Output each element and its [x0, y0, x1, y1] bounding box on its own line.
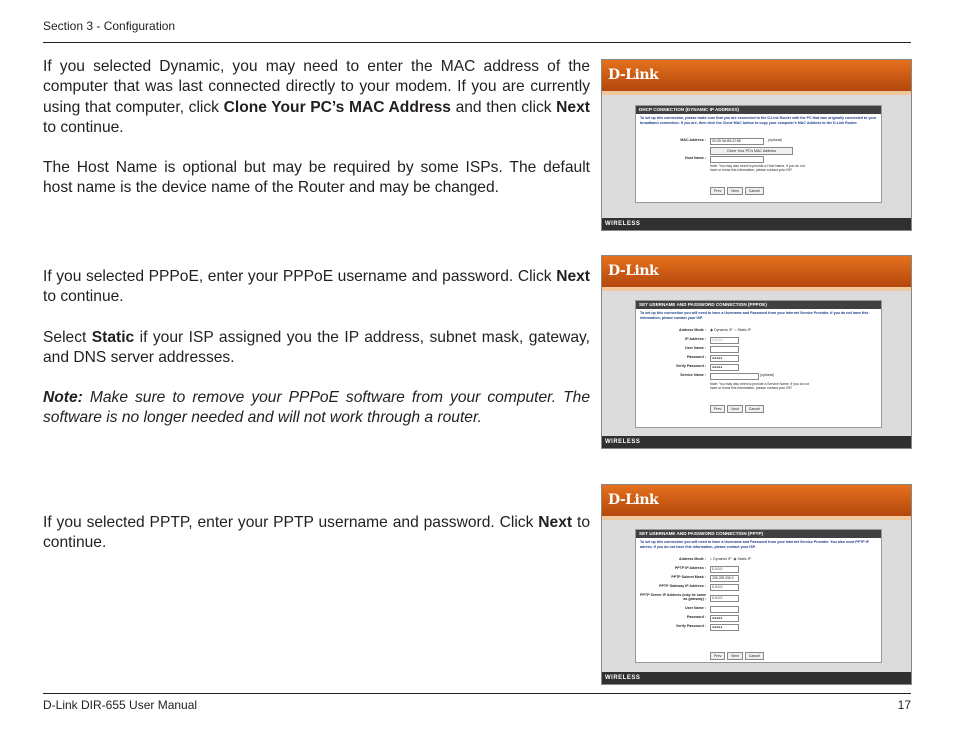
- user-name-field[interactable]: [710, 606, 739, 613]
- pptp-server-field[interactable]: 0.0.0.0: [710, 595, 739, 602]
- pppoe-note: Note: Make sure to remove your PPPoE software from your computer. The software is no longer needed and will not work through a router.: [43, 389, 590, 427]
- pptp-paragraph-1: If you selected PPTP, enter your PPTP username and password. Click Next to continue.: [43, 514, 590, 552]
- next-button[interactable]: Next: [727, 405, 742, 413]
- address-mode-radios[interactable]: ○ Dynamic IP ◉ Static IP: [710, 557, 752, 561]
- wireless-footer: WIRELESS: [602, 218, 911, 230]
- password-field[interactable]: ●●●●●: [710, 355, 739, 362]
- pptp-screenshot: [601, 484, 912, 685]
- host-name-field[interactable]: [710, 156, 764, 163]
- dynamic-paragraph-1: If you selected Dynamic, you may need to enter the MAC address of the computer that was last connected directly to your modem. If you are currently using that computer, click Clone Your PC’s MAC Address and then click Next to continue.: [43, 58, 590, 136]
- dhcp-panel: DHCP CONNECTION (DYNAMIC IP ADDRESS) To set up this connection, please make sure that you are connected to the D-Link Router with the PC that was originally connected to your broadband connection. If you are, then click the Clone MAC button to copy your computer's MAC Address to the D-Link Router. MAC Address : 00:0D:9A:B5:22:88 (optional) Clone Your PC's MAC Address Host Name : Note: You may also need to provide a Host Name. If you do not have or know this information, please contact your ISP. Prev Next Cancel: [635, 105, 882, 203]
- next-button[interactable]: Next: [727, 652, 742, 660]
- ip-address-field[interactable]: 0.0.0.0: [710, 337, 739, 344]
- footer-rule: [43, 693, 911, 694]
- prev-button[interactable]: Prev: [710, 652, 725, 660]
- panel-intro: To set up this connection you will need to have a Username and Password from your Internet Service Provider. You also need PPTP IP adress. If you do not have this information, please contact your ISP.: [640, 540, 869, 549]
- user-name-field[interactable]: [710, 346, 739, 353]
- panel-title: SET USERNAME AND PASSWORD CONNECTION (PPPOE): [636, 301, 881, 309]
- cancel-button[interactable]: Cancel: [745, 187, 764, 195]
- dlink-logo: D-Link: [608, 67, 659, 83]
- next-button[interactable]: Next: [727, 187, 742, 195]
- host-name-note: Note: You may also need to provide a Host Name. If you do not have or know this information, please contact your ISP.: [710, 164, 805, 172]
- wireless-footer: WIRELESS: [602, 436, 911, 448]
- address-mode-radios[interactable]: ◉ Dynamic IP ○ Static IP: [710, 328, 752, 332]
- clone-mac-button[interactable]: Clone Your PC's MAC Address: [710, 147, 793, 155]
- header-rule: [43, 42, 911, 43]
- page-number: 17: [897, 698, 911, 712]
- mac-address-label: MAC Address :: [680, 138, 706, 142]
- dlink-banner: [602, 60, 911, 91]
- password-field[interactable]: ●●●●●: [710, 615, 739, 622]
- address-mode-label: Address Mode :: [679, 328, 706, 332]
- dlink-logo: D-Link: [608, 492, 659, 508]
- dlink-banner: [602, 485, 911, 516]
- panel-title: DHCP CONNECTION (DYNAMIC IP ADDRESS): [636, 106, 881, 114]
- pptp-gateway-field[interactable]: 0.0.0.0: [710, 584, 739, 591]
- dlink-logo: D-Link: [608, 263, 659, 279]
- panel-title: SET USERNAME AND PASSWORD CONNECTION (PPTP): [636, 530, 881, 538]
- service-name-field[interactable]: [710, 373, 759, 380]
- section-header: Section 3 - Configuration: [43, 19, 176, 33]
- pppoe-panel: SET USERNAME AND PASSWORD CONNECTION (PPPOE) To set up this connection you will need to have a Username and Password from your Internet Service Provider. If you do not have this information, please contact your ISP. Address Mode : ◉ Dynamic IP ○ Static IP IP Address : 0.0.0.0 User Name : Password : ●●●●● Verify Password : ●●●●● Service Name : (optional) Note: You may also need to provide a Service Name. If you do not have or know this information, please contact your ISP. Prev Next Cancel: [635, 300, 882, 428]
- prev-button[interactable]: Prev: [710, 187, 725, 195]
- host-name-label: Host Name :: [685, 156, 706, 160]
- pppoe-screenshot: [601, 255, 912, 449]
- panel-intro: To set up this connection, please make sure that you are connected to the D-Link Router with the PC that was originally connected to your broadband connection. If you are, then click the Clone MAC button to copy your computer's MAC Address to the D-Link Router.: [640, 116, 877, 125]
- cancel-button[interactable]: Cancel: [745, 652, 764, 660]
- mac-address-field[interactable]: 00:0D:9A:B5:22:88: [710, 138, 764, 145]
- panel-intro: To set up this connection you will need to have a Username and Password from your Internet Service Provider. If you do not have this information, please contact your ISP.: [640, 311, 869, 320]
- dlink-banner: [602, 256, 911, 287]
- pptp-subnet-field[interactable]: 255.255.255.0: [710, 575, 739, 582]
- prev-button[interactable]: Prev: [710, 405, 725, 413]
- pppoe-paragraph-2: Select Static if your ISP assigned you the IP address, subnet mask, gateway, and DNS server addresses.: [43, 329, 590, 367]
- verify-password-field[interactable]: ●●●●●: [710, 624, 739, 631]
- dynamic-screenshot: [601, 59, 912, 231]
- dynamic-paragraph-2: The Host Name is optional but may be required by some ISPs. The default host name is the device name of the Router and may be changed.: [43, 159, 590, 197]
- pptp-panel: SET USERNAME AND PASSWORD CONNECTION (PPTP) To set up this connection you will need to have a Username and Password from your Internet Service Provider. You also need PPTP IP adress. If you do not have this information, please contact your ISP. Address Mode : ○ Dynamic IP ◉ Static IP PPTP IP Address : 0.0.0.0 PPTP Subnet Mask : 255.255.255.0 PPTP Gateway IP Address : 0.0.0.0 PPTP Server IP Address (may be same as gateway) : 0.0.0.0 User Name : Password : ●●●●● Verify Password : ●●●●● Prev Next Cancel: [635, 529, 882, 663]
- manual-title: D-Link DIR-655 User Manual: [43, 698, 198, 712]
- cancel-button[interactable]: Cancel: [745, 405, 764, 413]
- pptp-ip-field[interactable]: 0.0.0.0: [710, 566, 739, 573]
- pppoe-paragraph-1: If you selected PPPoE, enter your PPPoE username and password. Click Next to continue.: [43, 268, 590, 306]
- wireless-footer: WIRELESS: [602, 672, 911, 684]
- verify-password-field[interactable]: ●●●●●: [710, 364, 739, 371]
- service-name-note: Note: You may also need to provide a Service Name. If you do not have or know this information, please contact your ISP.: [710, 382, 810, 390]
